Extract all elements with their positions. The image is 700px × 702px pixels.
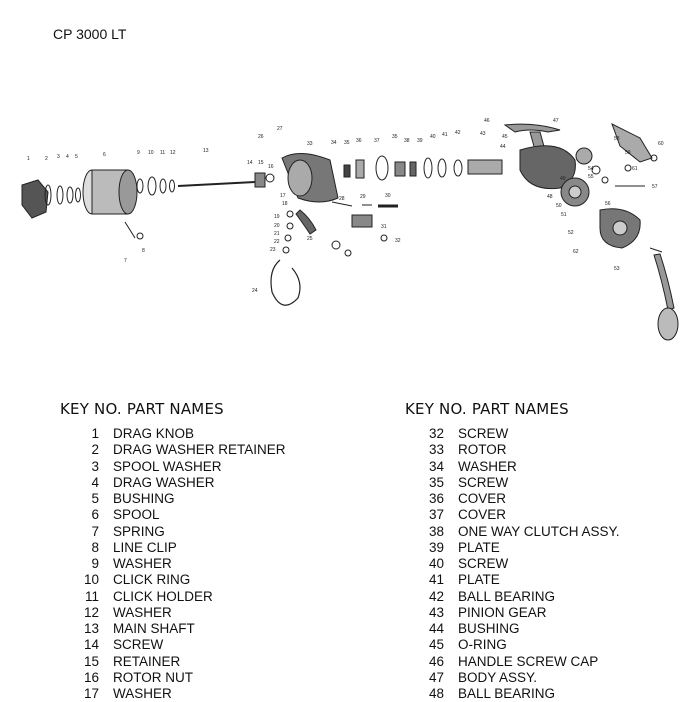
part-names-header: PART NAMES: [126, 400, 224, 418]
part-name: BALL BEARING: [458, 686, 556, 701]
part-key-number: 39: [428, 539, 444, 555]
part-key-number: 5: [91, 491, 99, 506]
part-key-number: 44: [428, 621, 444, 636]
part-key-number: 41: [428, 572, 444, 588]
svg-text:62: 62: [573, 249, 579, 255]
part-name: BALL BEARING: [458, 588, 556, 604]
svg-text:61: 61: [632, 166, 638, 172]
part-row: [405, 426, 700, 442]
model-title: CP 3000 LT: [53, 26, 127, 42]
part-key-number: 16: [83, 669, 99, 685]
part-key-number: 14: [83, 637, 99, 653]
part-key-number: 48: [428, 686, 444, 701]
part-row: [60, 540, 360, 556]
part-row: [405, 524, 700, 540]
part-key-number: 36: [428, 491, 444, 506]
part-name: RETAINER: [113, 653, 181, 669]
part-name: SPOOL WASHER: [113, 458, 222, 474]
svg-text:25: 25: [307, 236, 313, 242]
part-name: PLATE: [458, 539, 500, 555]
part-row: [405, 491, 700, 507]
exploded-view-svg: [0, 110, 700, 370]
part-key-number: 37: [428, 507, 444, 523]
svg-text:54: 54: [588, 166, 594, 172]
svg-text:48: 48: [547, 194, 553, 200]
part-row: [405, 572, 700, 588]
part-row: [405, 556, 700, 572]
svg-text:50: 50: [556, 203, 562, 209]
part-key-number: 40: [428, 556, 444, 571]
svg-text:37: 37: [374, 138, 380, 144]
part-key-number: 7: [91, 523, 99, 539]
svg-text:56: 56: [605, 201, 611, 207]
part-name: SCREW: [458, 426, 509, 441]
part-row: [405, 621, 700, 637]
part-row: [405, 507, 700, 523]
svg-text:22: 22: [274, 239, 280, 245]
part-key-number: 4: [91, 474, 99, 490]
svg-text:35: 35: [392, 134, 398, 140]
svg-text:2: 2: [45, 156, 48, 162]
svg-text:57: 57: [652, 184, 658, 190]
part-key-number: 3: [91, 458, 99, 474]
part-name: SCREW: [113, 637, 164, 653]
svg-text:60: 60: [658, 141, 664, 147]
part-key-number: 42: [428, 588, 444, 604]
svg-text:6: 6: [103, 152, 106, 158]
svg-text:16: 16: [268, 164, 274, 170]
part-row: [60, 475, 360, 491]
svg-text:42: 42: [455, 130, 461, 136]
part-key-number: 46: [428, 653, 444, 669]
part-row: [60, 442, 360, 458]
part-row: [60, 507, 360, 523]
svg-text:36: 36: [356, 138, 362, 144]
part-key-number: 34: [428, 458, 444, 474]
part-row: [60, 491, 360, 507]
svg-text:34: 34: [331, 140, 337, 146]
part-name: SCREW: [458, 474, 509, 490]
svg-text:53: 53: [614, 266, 620, 272]
svg-text:30: 30: [385, 193, 391, 199]
part-key-number: 47: [428, 669, 444, 685]
part-key-number: 38: [428, 523, 444, 539]
part-name: CLICK HOLDER: [113, 588, 213, 604]
svg-text:23: 23: [270, 247, 276, 253]
svg-text:15: 15: [258, 160, 264, 166]
svg-text:41: 41: [442, 132, 448, 138]
svg-text:12: 12: [170, 150, 176, 156]
part-row: [60, 459, 360, 475]
svg-text:5: 5: [75, 154, 78, 160]
part-name: CLICK RING: [113, 572, 191, 588]
part-row: [405, 637, 700, 653]
part-name: SPOOL: [113, 507, 160, 523]
part-name: WASHER: [113, 556, 172, 571]
part-name: ONE WAY CLUTCH ASSY.: [458, 523, 620, 539]
part-key-number: 10: [83, 572, 99, 588]
part-key-number: 1: [91, 426, 99, 441]
part-row: [405, 540, 700, 556]
part-key-number: 13: [83, 621, 99, 636]
svg-text:24: 24: [252, 288, 258, 294]
svg-text:28: 28: [339, 196, 345, 202]
part-row: [60, 670, 360, 686]
svg-text:9: 9: [137, 150, 140, 156]
part-row: [60, 556, 360, 572]
part-row: [405, 589, 700, 605]
part-key-number: 35: [428, 474, 444, 490]
part-name: BODY ASSY.: [458, 669, 538, 685]
svg-text:40: 40: [430, 134, 436, 140]
svg-text:19: 19: [274, 214, 280, 220]
part-row: [60, 621, 360, 637]
part-key-number: 17: [83, 686, 99, 701]
svg-text:33: 33: [307, 141, 313, 147]
part-row: [60, 426, 360, 442]
part-name: DRAG KNOB: [113, 426, 195, 441]
part-name: WASHER: [113, 686, 172, 701]
part-name: BUSHING: [113, 491, 175, 506]
part-name: MAIN SHAFT: [113, 621, 195, 636]
svg-text:44: 44: [500, 144, 506, 150]
part-row: [60, 589, 360, 605]
svg-text:51: 51: [561, 212, 567, 218]
part-row: [60, 686, 360, 702]
part-name: HANDLE SCREW CAP: [458, 653, 599, 669]
svg-text:38: 38: [404, 138, 410, 144]
svg-text:39: 39: [417, 138, 423, 144]
table-header: [405, 400, 700, 418]
part-name: SCREW: [458, 556, 509, 571]
svg-text:7: 7: [124, 258, 127, 264]
part-row: [405, 475, 700, 491]
drag-knob-shape: [22, 180, 48, 218]
part-row: [60, 605, 360, 621]
part-name: COVER: [458, 491, 507, 506]
part-row: [60, 637, 360, 653]
part-key-number: 15: [83, 653, 99, 669]
part-name: WASHER: [113, 604, 172, 620]
svg-text:45: 45: [502, 134, 508, 140]
part-name: DRAG WASHER RETAINER: [113, 442, 286, 458]
svg-text:43: 43: [480, 131, 486, 137]
part-name: COVER: [458, 507, 507, 523]
part-key-number: 9: [91, 556, 99, 571]
part-name: O-RING: [458, 637, 507, 653]
key-no-header: KEY NO.: [405, 400, 467, 418]
svg-text:49: 49: [560, 176, 566, 182]
part-row: [405, 686, 700, 702]
part-name: LINE CLIP: [113, 539, 177, 555]
svg-text:52: 52: [568, 230, 574, 236]
part-key-number: 8: [91, 539, 99, 555]
svg-text:3: 3: [57, 154, 60, 160]
svg-text:29: 29: [360, 194, 366, 200]
part-row: [405, 442, 700, 458]
svg-text:18: 18: [282, 201, 288, 207]
part-row: [405, 459, 700, 475]
exploded-parts-diagram: [0, 110, 700, 370]
part-name: ROTOR: [458, 442, 507, 458]
part-name: DRAG WASHER: [113, 474, 215, 490]
svg-text:20: 20: [274, 223, 280, 229]
svg-text:31: 31: [381, 224, 387, 230]
part-row: [405, 605, 700, 621]
table-header: [60, 400, 360, 418]
part-names-header: PART NAMES: [471, 400, 569, 418]
svg-text:32: 32: [395, 238, 401, 244]
part-key-number: 43: [428, 604, 444, 620]
svg-text:10: 10: [148, 150, 154, 156]
svg-text:13: 13: [203, 148, 209, 154]
part-row: [405, 670, 700, 686]
svg-text:14: 14: [247, 160, 253, 166]
svg-text:8: 8: [142, 248, 145, 254]
svg-text:47: 47: [553, 118, 559, 124]
part-name: SPRING: [113, 523, 165, 539]
svg-text:58: 58: [614, 136, 620, 142]
part-row: [60, 572, 360, 588]
part-name: ROTOR NUT: [113, 669, 193, 685]
part-key-number: 11: [84, 588, 99, 604]
part-key-number: 45: [428, 637, 444, 653]
svg-text:1: 1: [27, 156, 30, 162]
svg-text:59: 59: [625, 150, 631, 156]
parts-table-left: [60, 400, 360, 702]
part-key-number: 6: [91, 507, 99, 523]
part-key-number: 33: [428, 442, 444, 458]
svg-text:46: 46: [484, 118, 490, 124]
key-no-header: KEY NO.: [60, 400, 122, 418]
part-key-number: 32: [428, 426, 444, 441]
svg-text:55: 55: [588, 174, 594, 180]
svg-text:26: 26: [258, 134, 264, 140]
part-key-number: 12: [83, 604, 99, 620]
part-name: PINION GEAR: [458, 604, 547, 620]
part-key-number: 2: [91, 442, 99, 458]
part-row: [60, 524, 360, 540]
svg-text:21: 21: [274, 231, 280, 237]
svg-text:35: 35: [344, 140, 350, 146]
part-row: [405, 654, 700, 670]
part-row: [60, 654, 360, 670]
part-name: WASHER: [458, 458, 517, 474]
svg-text:27: 27: [277, 126, 283, 132]
svg-text:17: 17: [280, 193, 286, 199]
svg-text:11: 11: [160, 150, 166, 156]
parts-table-right: [405, 400, 700, 702]
part-name: PLATE: [458, 572, 500, 588]
svg-text:4: 4: [66, 154, 69, 160]
part-name: BUSHING: [458, 621, 520, 636]
